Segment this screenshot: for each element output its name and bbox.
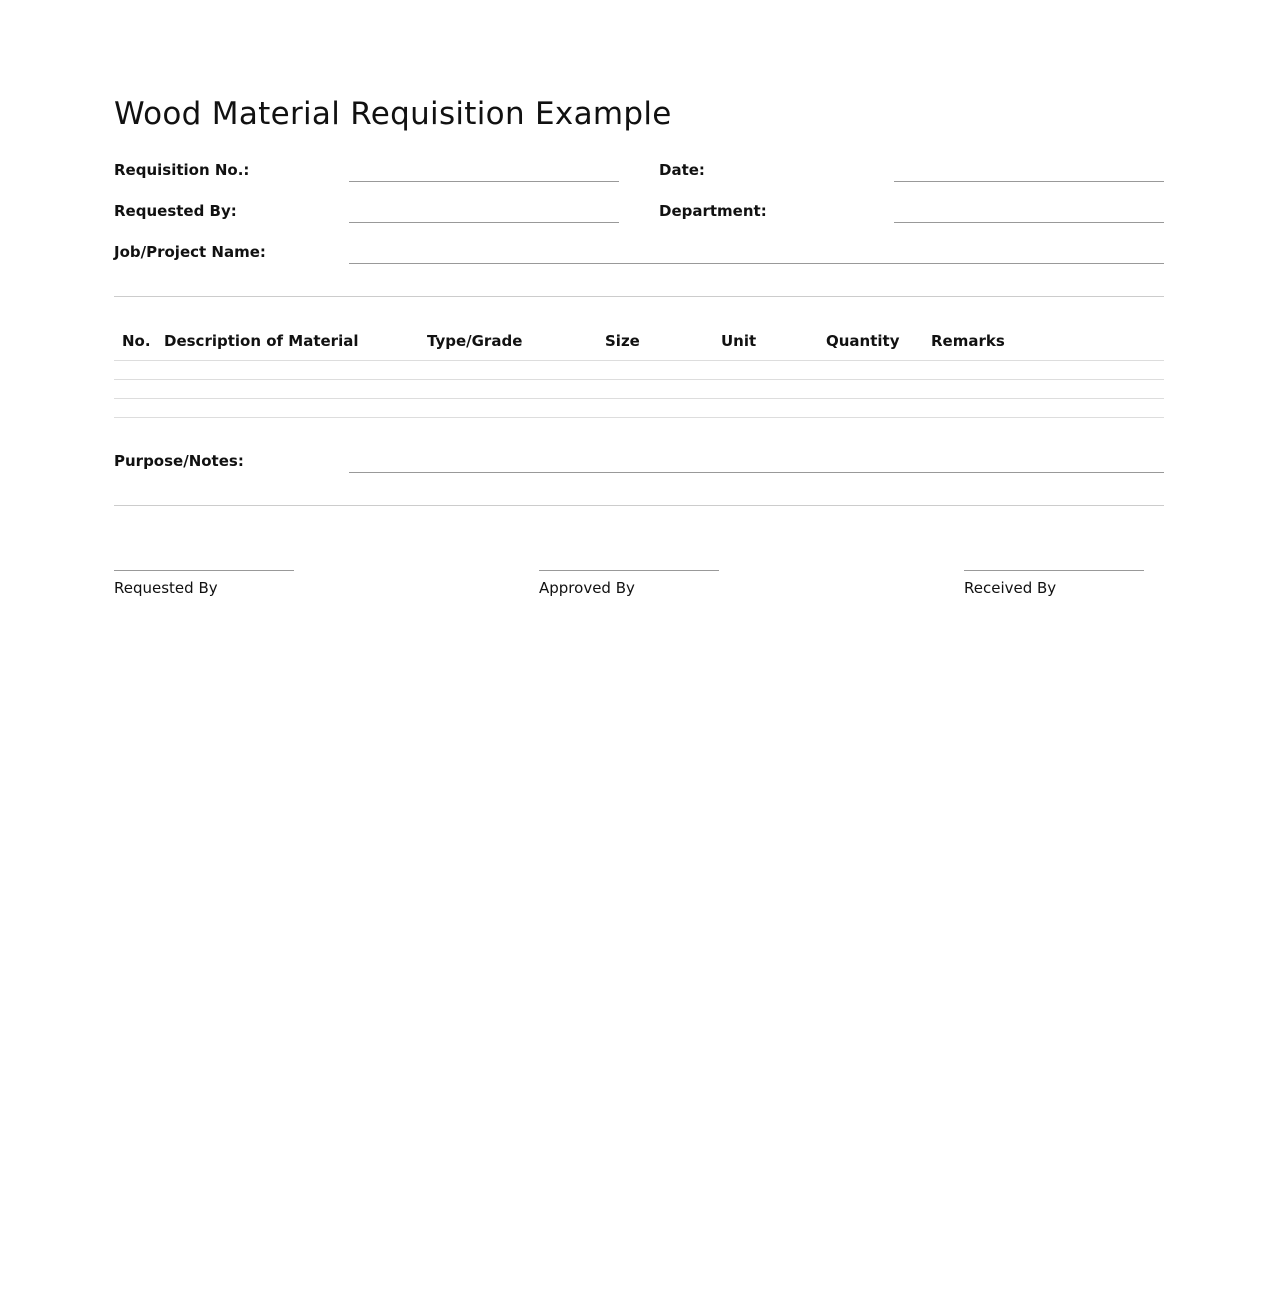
col-unit: Unit (721, 332, 757, 350)
job-project-label: Job/Project Name: (114, 243, 266, 261)
requisition-no-field[interactable] (349, 181, 619, 182)
col-description: Description of Material (164, 332, 359, 350)
purpose-label: Purpose/Notes: (114, 452, 244, 470)
requested-by-field[interactable] (349, 222, 619, 223)
table-row[interactable] (114, 417, 1164, 418)
col-quantity: Quantity (826, 332, 900, 350)
requested-by-signature-line[interactable] (114, 570, 294, 571)
divider (114, 296, 1164, 297)
job-project-field[interactable] (349, 263, 1164, 264)
approved-by-signature-line[interactable] (539, 570, 719, 571)
table-header-border (114, 360, 1164, 361)
page-title: Wood Material Requisition Example (114, 96, 672, 132)
date-label: Date: (659, 161, 705, 179)
approved-by-signature-label: Approved By (539, 579, 635, 597)
requested-by-signature-label: Requested By (114, 579, 218, 597)
table-row[interactable] (114, 398, 1164, 399)
department-label: Department: (659, 202, 767, 220)
department-field[interactable] (894, 222, 1164, 223)
requisition-no-label: Requisition No.: (114, 161, 250, 179)
table-row[interactable] (114, 379, 1164, 380)
col-no: No. (122, 332, 151, 350)
col-remarks: Remarks (931, 332, 1005, 350)
col-size: Size (605, 332, 640, 350)
received-by-signature-line[interactable] (964, 570, 1144, 571)
col-type-grade: Type/Grade (427, 332, 523, 350)
date-field[interactable] (894, 181, 1164, 182)
purpose-field[interactable] (349, 472, 1164, 473)
divider (114, 505, 1164, 506)
received-by-signature-label: Received By (964, 579, 1057, 597)
requested-by-label: Requested By: (114, 202, 237, 220)
